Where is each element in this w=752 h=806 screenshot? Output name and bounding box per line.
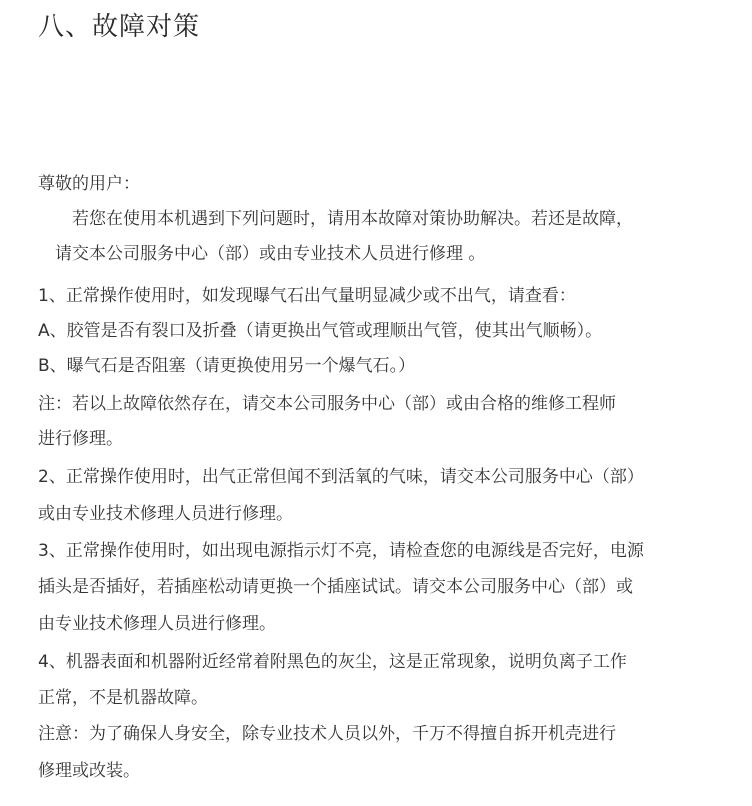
intro-line-1: 若您在使用本机遇到下列问题时，请用本故障对策协助解决。若还是故障， bbox=[38, 209, 633, 229]
warning-line-1: 注意：为了确保人身安全，除专业技术人员以外，千万不得擅自拆开机壳进行 bbox=[38, 724, 616, 744]
item-4-line-1: 4、机器表面和机器附近经常着附黑色的灰尘，这是正常现象，说明负离子工作 bbox=[38, 652, 627, 672]
note-1-line-2: 进行修理。 bbox=[38, 429, 123, 449]
note-1-line-1: 注：若以上故障依然存在，请交本公司服务中心（部）或由合格的维修工程师 bbox=[38, 394, 616, 414]
intro-line-2: 请交本公司服务中心（部）或由专业技术人员进行修理 。 bbox=[38, 244, 486, 264]
item-1b-line: B、曝气石是否阻塞（请更换使用另一个爆气石。） bbox=[38, 356, 416, 376]
item-1a-line: A、胶管是否有裂口及折叠（请更换出气管或理顺出气管，使其出气顺畅）。 bbox=[38, 321, 603, 341]
greeting-line: 尊敬的用户： bbox=[38, 174, 140, 194]
item-2-line-2: 或由专业技术修理人员进行修理。 bbox=[38, 504, 293, 524]
section-title: 八、故障对策 bbox=[38, 12, 201, 42]
item-3-line-1: 3、正常操作使用时，如出现电源指示灯不亮，请检查您的电源线是否完好，电源 bbox=[38, 541, 644, 561]
item-3-line-3: 由专业技术修理人员进行修理。 bbox=[38, 614, 276, 634]
item-3-line-2: 插头是否插好，若插座松动请更换一个插座试试。请交本公司服务中心（部）或 bbox=[38, 577, 633, 597]
item-2-line-1: 2、正常操作使用时，出气正常但闻不到活氧的气味，请交本公司服务中心（部） bbox=[38, 467, 644, 487]
warning-line-2: 修理或改装。 bbox=[38, 761, 140, 781]
item-4-line-2: 正常，不是机器故障。 bbox=[38, 688, 208, 708]
item-1-line: 1、正常操作使用时，如发现曝气石出气量明显减少或不出气，请查看： bbox=[38, 286, 576, 306]
